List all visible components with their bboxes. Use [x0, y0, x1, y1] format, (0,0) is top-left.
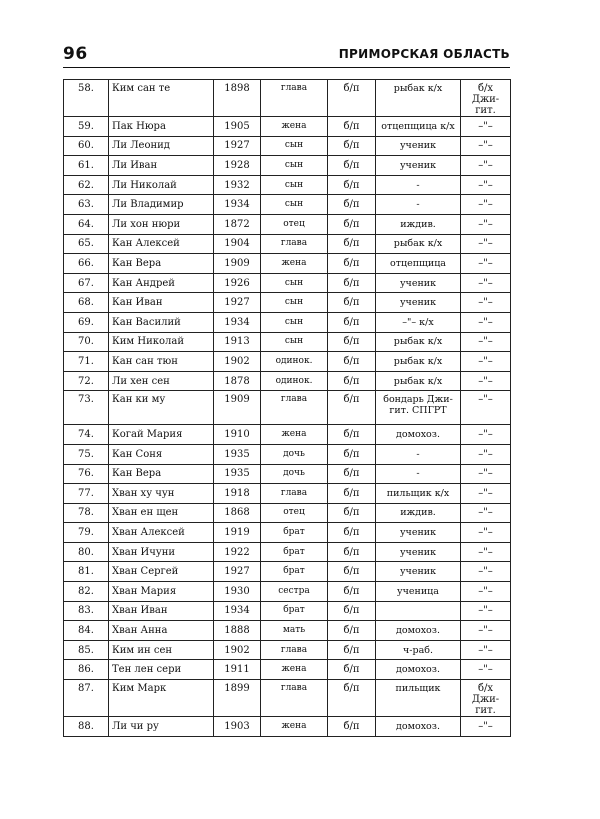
person-name: Ким ин сен: [109, 640, 214, 660]
family-relation: брат: [261, 601, 328, 621]
person-name: Кан Вера: [109, 254, 214, 274]
party-status: б/п: [328, 391, 376, 425]
table-row: [64, 136, 511, 156]
row-number: 68.: [64, 293, 109, 313]
family-relation: жена: [261, 660, 328, 680]
party-status: б/п: [328, 352, 376, 372]
occupation: -: [376, 464, 461, 484]
party-status: б/п: [328, 640, 376, 660]
place-note: –"–: [461, 601, 511, 621]
birth-year: 1930: [214, 582, 261, 602]
person-name: Ли Владимир: [109, 195, 214, 215]
row-number: 80.: [64, 542, 109, 562]
family-relation: сын: [261, 156, 328, 176]
table-row: [64, 352, 511, 372]
row-number: 59.: [64, 117, 109, 137]
birth-year: 1868: [214, 503, 261, 523]
birth-year: 1905: [214, 117, 261, 137]
table-row: [64, 234, 511, 254]
table-row: [64, 660, 511, 680]
table-row: [64, 117, 511, 137]
table-row: [64, 523, 511, 543]
birth-year: 1909: [214, 254, 261, 274]
occupation: рыбак к/х: [376, 332, 461, 352]
birth-year: 1927: [214, 293, 261, 313]
row-number: 82.: [64, 582, 109, 602]
register-table: [63, 79, 511, 737]
place-note: –"–: [461, 562, 511, 582]
occupation: -: [376, 175, 461, 195]
family-relation: жена: [261, 117, 328, 137]
birth-year: 1927: [214, 136, 261, 156]
party-status: б/п: [328, 660, 376, 680]
family-relation: глава: [261, 680, 328, 717]
birth-year: 1899: [214, 680, 261, 717]
person-name: Тен лен сери: [109, 660, 214, 680]
party-status: б/п: [328, 542, 376, 562]
place-note: –"–: [461, 582, 511, 602]
place-note: –"–: [461, 523, 511, 543]
place-note: –"–: [461, 332, 511, 352]
table-row: [64, 717, 511, 737]
occupation: рыбак к/х: [376, 234, 461, 254]
birth-year: 1932: [214, 175, 261, 195]
family-relation: жена: [261, 425, 328, 445]
birth-year: 1934: [214, 312, 261, 332]
table-row: [64, 464, 511, 484]
occupation: ч-раб.: [376, 640, 461, 660]
person-name: Хван Мария: [109, 582, 214, 602]
birth-year: 1872: [214, 214, 261, 234]
person-name: Хван Сергей: [109, 562, 214, 582]
party-status: б/п: [328, 601, 376, 621]
occupation: ученик: [376, 562, 461, 582]
place-note: –"–: [461, 391, 511, 425]
table-row: [64, 680, 511, 717]
place-note: –"–: [461, 542, 511, 562]
party-status: б/п: [328, 136, 376, 156]
row-number: 69.: [64, 312, 109, 332]
family-relation: сын: [261, 175, 328, 195]
person-name: Кан ки му: [109, 391, 214, 425]
place-note: –"–: [461, 136, 511, 156]
birth-year: 1909: [214, 391, 261, 425]
birth-year: 1928: [214, 156, 261, 176]
person-name: Ким Марк: [109, 680, 214, 717]
family-relation: мать: [261, 621, 328, 641]
occupation: –"– к/х: [376, 312, 461, 332]
table-row: [64, 273, 511, 293]
birth-year: 1922: [214, 542, 261, 562]
place-note: –"–: [461, 156, 511, 176]
row-number: 81.: [64, 562, 109, 582]
birth-year: 1934: [214, 601, 261, 621]
place-note: –"–: [461, 175, 511, 195]
family-relation: глава: [261, 391, 328, 425]
table-row: [64, 80, 511, 117]
place-note: –"–: [461, 425, 511, 445]
place-note: –"–: [461, 117, 511, 137]
person-name: Ли Николай: [109, 175, 214, 195]
party-status: б/п: [328, 117, 376, 137]
table-row: [64, 582, 511, 602]
table-row: [64, 425, 511, 445]
person-name: Пак Нюра: [109, 117, 214, 137]
birth-year: 1935: [214, 444, 261, 464]
party-status: б/п: [328, 503, 376, 523]
occupation: рыбак к/х: [376, 352, 461, 372]
birth-year: 1878: [214, 371, 261, 391]
party-status: б/п: [328, 156, 376, 176]
person-name: Ким Николай: [109, 332, 214, 352]
table-row: [64, 391, 511, 425]
family-relation: глава: [261, 234, 328, 254]
occupation: рыбак к/х: [376, 371, 461, 391]
table-row: [64, 371, 511, 391]
party-status: б/п: [328, 717, 376, 737]
occupation: ученик: [376, 293, 461, 313]
row-number: 70.: [64, 332, 109, 352]
person-name: Кан Алексей: [109, 234, 214, 254]
place-note: –"–: [461, 312, 511, 332]
page-header: [63, 44, 510, 66]
table-row: [64, 484, 511, 504]
row-number: 60.: [64, 136, 109, 156]
place-note: б/х Джи-гит.: [461, 80, 511, 117]
row-number: 66.: [64, 254, 109, 274]
row-number: 75.: [64, 444, 109, 464]
place-note: –"–: [461, 371, 511, 391]
birth-year: 1935: [214, 464, 261, 484]
party-status: б/п: [328, 371, 376, 391]
person-name: Кан Василий: [109, 312, 214, 332]
person-name: Хван ху чун: [109, 484, 214, 504]
table-row: [64, 601, 511, 621]
occupation: домохоз.: [376, 717, 461, 737]
party-status: б/п: [328, 582, 376, 602]
birth-year: 1927: [214, 562, 261, 582]
person-name: Ли чи ру: [109, 717, 214, 737]
person-name: Когай Мария: [109, 425, 214, 445]
party-status: б/п: [328, 680, 376, 717]
birth-year: 1926: [214, 273, 261, 293]
occupation: [376, 601, 461, 621]
family-relation: отец: [261, 503, 328, 523]
person-name: Ли Леонид: [109, 136, 214, 156]
row-number: 71.: [64, 352, 109, 372]
table-row: [64, 293, 511, 313]
row-number: 63.: [64, 195, 109, 215]
row-number: 86.: [64, 660, 109, 680]
party-status: б/п: [328, 175, 376, 195]
party-status: б/п: [328, 80, 376, 117]
place-note: –"–: [461, 503, 511, 523]
row-number: 61.: [64, 156, 109, 176]
row-number: 74.: [64, 425, 109, 445]
row-number: 77.: [64, 484, 109, 504]
family-relation: дочь: [261, 444, 328, 464]
row-number: 88.: [64, 717, 109, 737]
person-name: Кан Иван: [109, 293, 214, 313]
birth-year: 1904: [214, 234, 261, 254]
occupation: домохоз.: [376, 621, 461, 641]
row-number: 62.: [64, 175, 109, 195]
birth-year: 1934: [214, 195, 261, 215]
birth-year: 1902: [214, 640, 261, 660]
family-relation: сын: [261, 312, 328, 332]
row-number: 78.: [64, 503, 109, 523]
table-row: [64, 621, 511, 641]
row-number: 65.: [64, 234, 109, 254]
person-name: Хван Ичуни: [109, 542, 214, 562]
place-note: –"–: [461, 621, 511, 641]
table-row: [64, 175, 511, 195]
birth-year: 1910: [214, 425, 261, 445]
row-number: 64.: [64, 214, 109, 234]
person-name: Кан Вера: [109, 464, 214, 484]
party-status: б/п: [328, 293, 376, 313]
page-number: 96: [63, 44, 88, 64]
birth-year: 1913: [214, 332, 261, 352]
table-row: [64, 503, 511, 523]
place-note: –"–: [461, 464, 511, 484]
birth-year: 1898: [214, 80, 261, 117]
party-status: б/п: [328, 464, 376, 484]
table-row: [64, 640, 511, 660]
family-relation: глава: [261, 640, 328, 660]
party-status: б/п: [328, 444, 376, 464]
family-relation: глава: [261, 80, 328, 117]
party-status: б/п: [328, 484, 376, 504]
person-name: Ким сан те: [109, 80, 214, 117]
row-number: 84.: [64, 621, 109, 641]
birth-year: 1902: [214, 352, 261, 372]
person-name: Кан Соня: [109, 444, 214, 464]
person-name: Хван ен щен: [109, 503, 214, 523]
birth-year: 1919: [214, 523, 261, 543]
occupation: ученик: [376, 542, 461, 562]
table-row: [64, 332, 511, 352]
birth-year: 1903: [214, 717, 261, 737]
party-status: б/п: [328, 195, 376, 215]
place-note: –"–: [461, 234, 511, 254]
place-note: –"–: [461, 293, 511, 313]
row-number: 73.: [64, 391, 109, 425]
party-status: б/п: [328, 523, 376, 543]
occupation: ученик: [376, 156, 461, 176]
table-row: [64, 156, 511, 176]
place-note: б/х Джи-гит.: [461, 680, 511, 717]
family-relation: жена: [261, 254, 328, 274]
family-relation: дочь: [261, 464, 328, 484]
family-relation: брат: [261, 562, 328, 582]
table-row: [64, 312, 511, 332]
party-status: б/п: [328, 425, 376, 445]
family-relation: сын: [261, 332, 328, 352]
occupation: рыбак к/х: [376, 80, 461, 117]
table-row: [64, 542, 511, 562]
party-status: б/п: [328, 562, 376, 582]
person-name: Хван Анна: [109, 621, 214, 641]
family-relation: брат: [261, 523, 328, 543]
row-number: 79.: [64, 523, 109, 543]
person-name: Ли хон нюри: [109, 214, 214, 234]
row-number: 72.: [64, 371, 109, 391]
person-name: Ли хен сен: [109, 371, 214, 391]
family-relation: сестра: [261, 582, 328, 602]
party-status: б/п: [328, 254, 376, 274]
occupation: ученик: [376, 273, 461, 293]
occupation: иждив.: [376, 503, 461, 523]
table-row: [64, 195, 511, 215]
occupation: пильщик к/х: [376, 484, 461, 504]
family-relation: сын: [261, 195, 328, 215]
person-name: Кан Андрей: [109, 273, 214, 293]
family-relation: сын: [261, 273, 328, 293]
row-number: 85.: [64, 640, 109, 660]
person-name: Хван Иван: [109, 601, 214, 621]
occupation: домохоз.: [376, 660, 461, 680]
occupation: ученик: [376, 136, 461, 156]
person-name: Ли Иван: [109, 156, 214, 176]
family-relation: сын: [261, 293, 328, 313]
place-note: –"–: [461, 660, 511, 680]
place-note: –"–: [461, 273, 511, 293]
occupation: отцепщица: [376, 254, 461, 274]
running-title: ПРИМОРСКАЯ ОБЛАСТЬ: [338, 47, 510, 61]
occupation: -: [376, 444, 461, 464]
place-note: –"–: [461, 195, 511, 215]
place-note: –"–: [461, 444, 511, 464]
place-note: –"–: [461, 254, 511, 274]
family-relation: сын: [261, 136, 328, 156]
place-note: –"–: [461, 484, 511, 504]
register-body: [64, 80, 511, 737]
birth-year: 1911: [214, 660, 261, 680]
person-name: Хван Алексей: [109, 523, 214, 543]
occupation: отцепщица к/х: [376, 117, 461, 137]
party-status: б/п: [328, 234, 376, 254]
birth-year: 1918: [214, 484, 261, 504]
person-name: Кан сан тюн: [109, 352, 214, 372]
occupation: -: [376, 195, 461, 215]
occupation: иждив.: [376, 214, 461, 234]
table-row: [64, 562, 511, 582]
party-status: б/п: [328, 621, 376, 641]
table-row: [64, 444, 511, 464]
row-number: 67.: [64, 273, 109, 293]
place-note: –"–: [461, 214, 511, 234]
party-status: б/п: [328, 332, 376, 352]
occupation: домохоз.: [376, 425, 461, 445]
place-note: –"–: [461, 717, 511, 737]
party-status: б/п: [328, 312, 376, 332]
place-note: –"–: [461, 640, 511, 660]
row-number: 76.: [64, 464, 109, 484]
family-relation: жена: [261, 717, 328, 737]
party-status: б/п: [328, 273, 376, 293]
occupation: пильщик: [376, 680, 461, 717]
occupation: бондарь Джи-гит. СПГРТ: [376, 391, 461, 425]
table-row: [64, 214, 511, 234]
row-number: 83.: [64, 601, 109, 621]
table-row: [64, 254, 511, 274]
row-number: 58.: [64, 80, 109, 117]
party-status: б/п: [328, 214, 376, 234]
family-relation: одинок.: [261, 371, 328, 391]
row-number: 87.: [64, 680, 109, 717]
occupation: ученик: [376, 523, 461, 543]
family-relation: одинок.: [261, 352, 328, 372]
family-relation: брат: [261, 542, 328, 562]
birth-year: 1888: [214, 621, 261, 641]
family-relation: отец: [261, 214, 328, 234]
family-relation: глава: [261, 484, 328, 504]
header-rule: [63, 67, 510, 68]
place-note: –"–: [461, 352, 511, 372]
occupation: ученица: [376, 582, 461, 602]
